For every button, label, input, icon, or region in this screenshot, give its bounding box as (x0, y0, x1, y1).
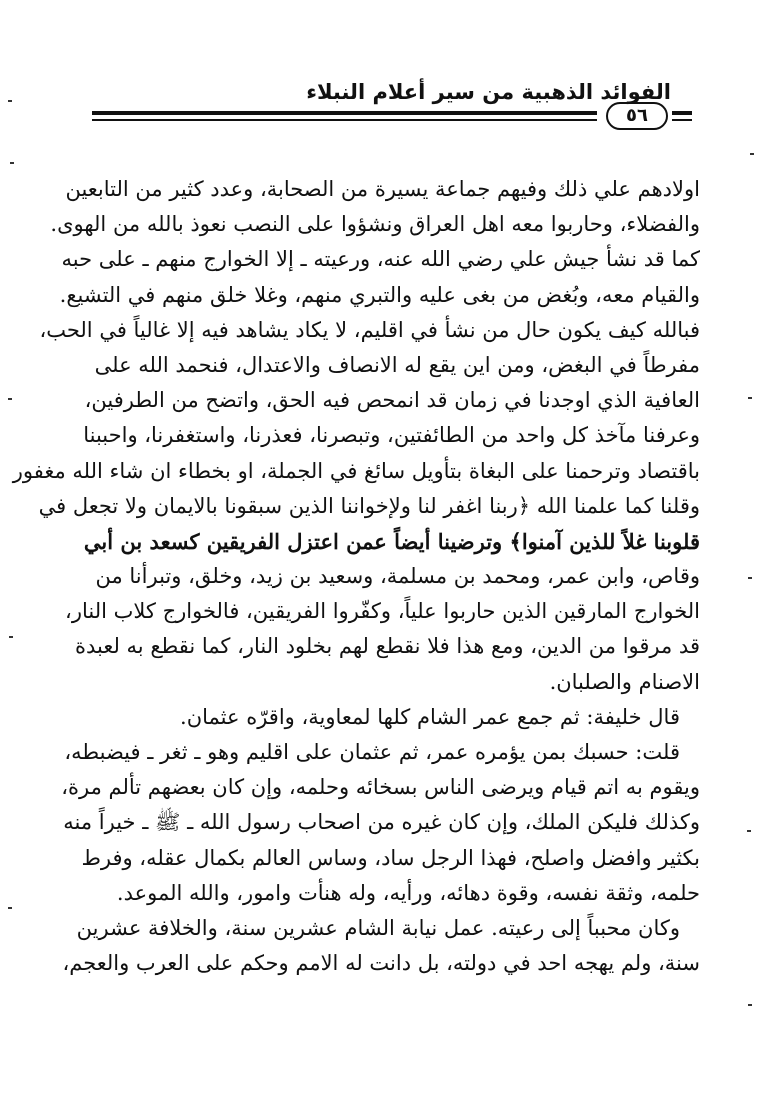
header-rule-left-thin (672, 119, 692, 121)
text-line-13: الخوارج المارقين الذين حاربوا علياً، وكفّروا الفريقين، فالخوارج كلاب النار، (65, 599, 700, 624)
scan-speck (750, 153, 754, 155)
text-line-18: ويقوم به اتم قيام ويرضى الناس بسخائه وحلمه، وإن كان بعضهم تألم مرة، (61, 775, 700, 800)
header-rule-thin (92, 119, 597, 121)
text-line-8: وعرفنا مآخذ كل واحد من الطائفتين، وتبصرنا، فعذرنا، واستغفرنا، واحببنا (83, 423, 700, 448)
text-line-21: حلمه، وثقة نفسه، وقوة دهائه، ورأيه، وله هنأت وامور، والله الموعد. (116, 880, 700, 905)
text-line-1: اولادهم علي ذلك وفيهم جماعة يسيرة من الصحابة، وعدد كثير من التابعين (65, 177, 700, 201)
header-rule-thick (92, 111, 597, 115)
scan-speck (10, 162, 14, 164)
text-line-20: بكثير وافضل واصلح، فهذا الرجل ساد، وساس العالم بكمال عقله، وفرط (81, 845, 700, 870)
text-line-23: سنة، ولم يهجه احد في دولته، بل دانت له الامم وحكم على العرب والعجم، (62, 951, 700, 976)
text-line-2: والفضلاء، وحاربوا معه اهل العراق ونشؤوا على النصب نعوذ بالله من الهوى. (50, 212, 700, 237)
header-rule-left-thick (672, 111, 692, 115)
text-line-10: وقلنا كما علمنا الله ﴿ربنا اغفر لنا ولإخواننا الذين سبقونا بالايمان ولا تجعل في (38, 493, 700, 518)
text-line-14: قد مرقوا من الدين، ومع هذا فلا نقطع لهم بخلود النار، كما نقطع به لعبدة (74, 634, 700, 659)
text-line-11: قلوبنا غلاً للذين آمنوا﴾ وترضينا أيضاً عمن اعتزل الفريقين كسعد بن أبي (83, 528, 700, 554)
page-number-badge: ٥٦ (606, 102, 668, 130)
text-line-17: قلت: حسبك بمن يؤمره عمر، ثم عثمان على اقليم وهو ـ ثغر ـ فيضبطه، (64, 740, 680, 764)
scan-speck (8, 100, 12, 102)
text-line-9: باقتصاد وترحمنا على البغاة بتأويل سائغ في الجملة، او بخطاء ان شاء الله مغفور (12, 458, 700, 483)
body-text (12, 172, 700, 981)
scan-speck (748, 397, 752, 399)
scan-speck (748, 1004, 752, 1006)
scan-speck (8, 398, 12, 400)
text-line-16: قال خليفة: ثم جمع عمر الشام كلها لمعاوية، واقرّه عثمان. (180, 704, 680, 729)
text-line-15: الاصنام والصلبان. (549, 669, 700, 694)
text-line-3: كما قد نشأ جيش علي رضي الله عنه، ورعيته ـ إلا الخوارج منهم ـ على حبه (61, 247, 700, 272)
scan-speck (747, 830, 751, 832)
running-title: الفوائد الذهبية من سير أعلام النبلاء (306, 80, 671, 104)
scan-speck (9, 636, 13, 638)
text-line-4: والقيام معه، وبُغض من بغى عليه والتبري منهم، وغلا خلق منهم في التشيع. (59, 282, 700, 307)
text-line-12: وقاص، وابن عمر، ومحمد بن مسلمة، وسعيد بن زيد، وخلق، وتبرأنا من (95, 564, 700, 589)
text-line-7: العافية الذي اوجدنا في زمان قد انمحص فيه الحق، واتضح من الطرفين، (84, 388, 700, 413)
text-line-6: مفرطاً في البغض، ومن اين يقع له الانصاف والاعتدال، فنحمد الله على (94, 352, 700, 377)
text-line-5: فبالله كيف يكون حال من نشأ في اقليم، لا يكاد يشاهد فيه إلا غالياً في الحب، (39, 317, 700, 342)
scan-speck (748, 577, 752, 579)
text-line-22: وكان محبباً إلى رعيته. عمل نيابة الشام عشرين سنة، والخلافة عشرين (76, 915, 680, 940)
scan-speck (8, 907, 12, 909)
text-line-19: وكذلك فليكن الملك، وإن كان غيره من اصحاب رسول الله ـ ﷺ ـ خيراً منه (63, 810, 700, 835)
